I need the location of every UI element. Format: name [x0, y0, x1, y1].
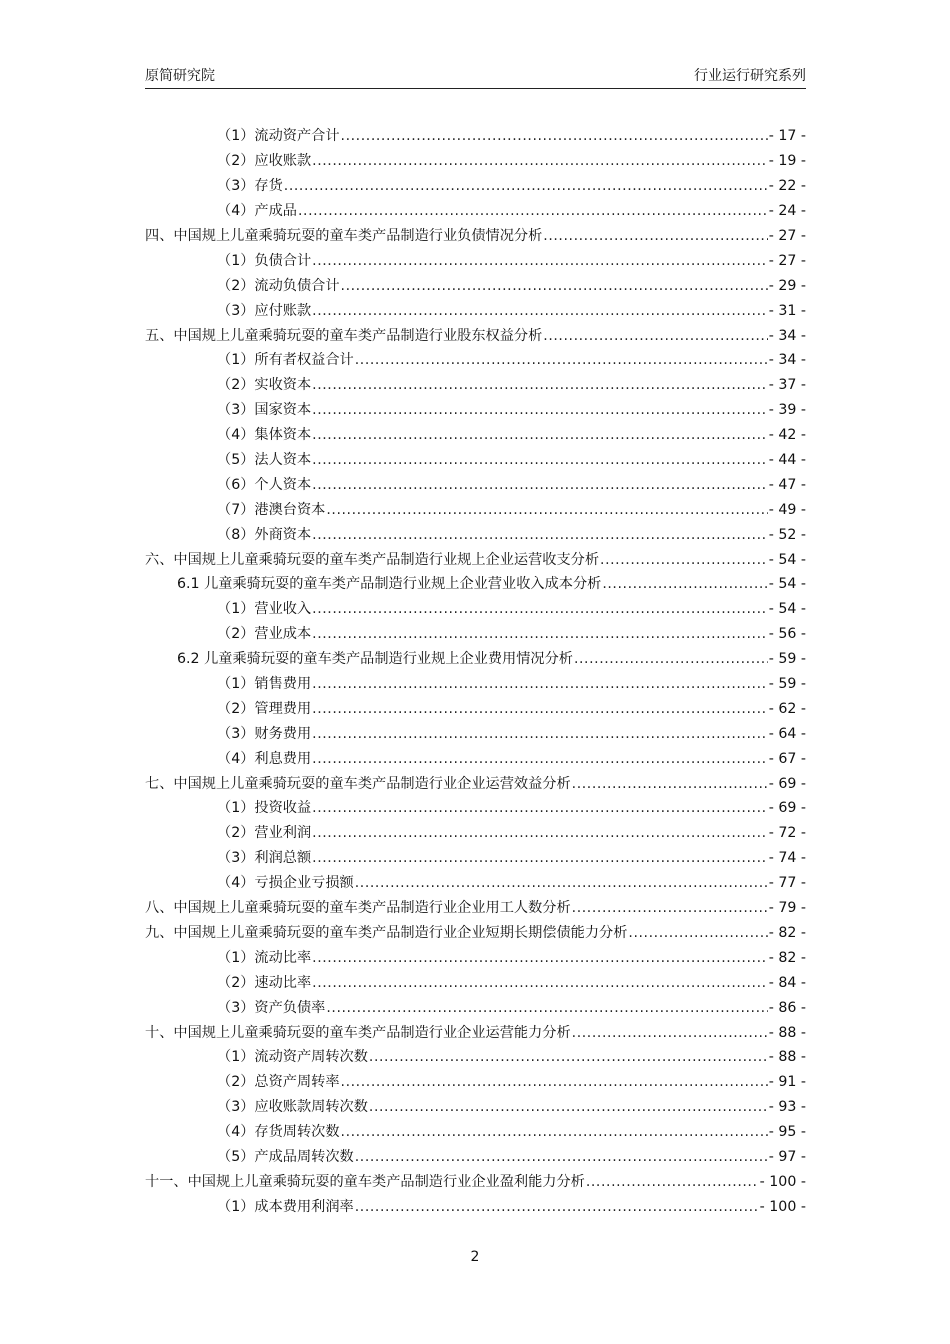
toc-dot-leader [543, 226, 767, 246]
toc-entry[interactable] [145, 174, 806, 199]
toc-entry-title: （2）总资产周转率 [217, 1074, 340, 1091]
toc-entry-page: - 59 - [768, 651, 806, 668]
toc-entry[interactable] [145, 124, 806, 149]
toc-entry-title: （1）所有者权益合计 [217, 352, 354, 369]
toc-dot-leader [312, 674, 768, 694]
toc-entry[interactable] [145, 149, 806, 174]
toc-dot-leader [312, 599, 768, 619]
toc-entry-page: - 44 - [768, 452, 806, 469]
toc-dot-leader [628, 923, 767, 943]
toc-entry[interactable] [145, 672, 806, 697]
toc-entry-title: 四、中国规上儿童乘骑玩耍的童车类产品制造行业负债情况分析 [145, 228, 543, 244]
toc-entry[interactable] [145, 746, 806, 771]
toc-entry-page: - 67 - [768, 750, 806, 767]
toc-entry-page: - 82 - [768, 924, 806, 941]
toc-entry-title: （5）法人资本 [217, 452, 312, 469]
toc-entry-page: - 42 - [768, 427, 806, 444]
toc-entry-page: - 93 - [768, 1099, 806, 1116]
toc-entry-title: （3）资产负债率 [217, 999, 326, 1016]
toc-entry-title: （1）成本费用利润率 [217, 1198, 354, 1215]
toc-entry[interactable] [145, 896, 806, 921]
toc-dot-leader [369, 1047, 768, 1067]
toc-entry-title: （2）营业利润 [217, 825, 312, 842]
toc-entry[interactable] [145, 472, 806, 497]
toc-entry-title: （3）应付账款 [217, 302, 312, 319]
toc-dot-leader [312, 425, 768, 445]
toc-dot-leader [355, 873, 768, 893]
header-series-title: 行业运行研究系列 [694, 68, 806, 84]
toc-entry-page: - 54 - [768, 601, 806, 618]
table-of-contents [145, 124, 806, 1219]
toc-entry[interactable] [145, 323, 806, 348]
toc-entry[interactable] [145, 821, 806, 846]
toc-entry-title: （1）流动比率 [217, 949, 312, 966]
toc-entry[interactable] [145, 1070, 806, 1095]
toc-dot-leader [312, 823, 768, 843]
toc-entry-page: - 34 - [768, 352, 806, 369]
toc-entry-title: （4）集体资本 [217, 427, 312, 444]
toc-entry[interactable] [145, 995, 806, 1020]
toc-dot-leader [341, 1072, 768, 1092]
toc-entry-title: （4）产成品 [217, 203, 297, 220]
toc-entry[interactable] [145, 248, 806, 273]
toc-entry-page: - 79 - [768, 900, 806, 917]
toc-entry[interactable] [145, 1020, 806, 1045]
toc-entry-page: - 39 - [768, 402, 806, 419]
toc-entry[interactable] [145, 298, 806, 323]
toc-entry[interactable] [145, 622, 806, 647]
toc-entry[interactable] [145, 273, 806, 298]
toc-entry-page: - 47 - [768, 476, 806, 493]
toc-entry[interactable] [145, 199, 806, 224]
toc-entry[interactable] [145, 1095, 806, 1120]
toc-dot-leader [312, 475, 768, 495]
toc-dot-leader [600, 550, 768, 570]
toc-entry-page: - 27 - [768, 252, 806, 269]
toc-dot-leader [341, 276, 768, 296]
toc-entry-title: （3）国家资本 [217, 402, 312, 419]
toc-entry[interactable] [145, 547, 806, 572]
toc-entry[interactable] [145, 497, 806, 522]
toc-entry-page: - 31 - [768, 302, 806, 319]
toc-entry-page: - 77 - [768, 875, 806, 892]
toc-dot-leader [572, 774, 768, 794]
page-header [145, 66, 806, 89]
toc-entry-page: - 69 - [768, 800, 806, 817]
toc-entry[interactable] [145, 921, 806, 946]
toc-entry-title: （2）速动比率 [217, 974, 312, 991]
toc-entry-page: - 37 - [768, 377, 806, 394]
toc-dot-leader [312, 450, 768, 470]
toc-entry[interactable] [145, 572, 806, 597]
toc-dot-leader [572, 1023, 768, 1043]
toc-entry-title: 十、中国规上儿童乘骑玩耍的童车类产品制造行业企业运营能力分析 [145, 1024, 571, 1041]
toc-entry-page: - 84 - [768, 974, 806, 991]
toc-dot-leader [341, 1122, 768, 1142]
toc-dot-leader [312, 798, 768, 818]
toc-entry-page: - 88 - [768, 1024, 806, 1041]
toc-entry-page: - 34 - [768, 327, 806, 344]
toc-entry-page: - 64 - [768, 725, 806, 742]
toc-entry-title: （3）利润总额 [217, 850, 312, 867]
toc-entry-title: （2）实收资本 [217, 377, 312, 394]
toc-entry[interactable] [145, 846, 806, 871]
toc-entry-title: （1）流动资产合计 [217, 128, 340, 145]
toc-entry-title: （6）个人资本 [217, 476, 312, 493]
toc-entry-title: （2）流动负债合计 [217, 277, 340, 294]
toc-entry[interactable] [145, 1194, 806, 1219]
toc-entry-title: 六、中国规上儿童乘骑玩耍的童车类产品制造行业规上企业运营收支分析 [145, 551, 600, 568]
toc-entry[interactable] [145, 696, 806, 721]
toc-entry-page: - 54 - [768, 551, 806, 568]
toc-dot-leader [312, 699, 768, 719]
toc-entry-page: - 19 - [768, 153, 806, 170]
toc-entry[interactable] [145, 224, 806, 249]
toc-entry-title: （2）管理费用 [217, 700, 312, 717]
toc-entry-title: 七、中国规上儿童乘骑玩耍的童车类产品制造行业企业运营效益分析 [145, 775, 571, 792]
toc-dot-leader [586, 1172, 759, 1192]
toc-entry[interactable] [145, 796, 806, 821]
toc-entry[interactable] [145, 871, 806, 896]
toc-dot-leader [312, 301, 768, 321]
toc-dot-leader [312, 948, 768, 968]
toc-entry-title: （4）存货周转次数 [217, 1124, 340, 1141]
toc-entry-title: （4）亏损企业亏损额 [217, 875, 354, 892]
toc-entry[interactable] [145, 1145, 806, 1170]
toc-dot-leader [574, 649, 768, 669]
toc-dot-leader [355, 350, 768, 370]
toc-dot-leader [312, 848, 768, 868]
page-number: 2 [470, 1249, 480, 1265]
toc-entry-title: （7）港澳台资本 [217, 501, 326, 518]
toc-entry-page: - 54 - [768, 576, 806, 593]
toc-entry-page: - 24 - [768, 203, 806, 220]
toc-entry-title: 九、中国规上儿童乘骑玩耍的童车类产品制造行业企业短期长期偿债能力分析 [145, 924, 628, 941]
toc-entry[interactable] [145, 771, 806, 796]
toc-entry[interactable] [145, 1045, 806, 1070]
toc-entry-page: - 88 - [768, 1049, 806, 1066]
toc-dot-leader [312, 151, 768, 171]
toc-entry-page: - 59 - [768, 676, 806, 693]
toc-dot-leader [312, 724, 768, 744]
toc-dot-leader [602, 574, 767, 594]
toc-entry[interactable] [145, 647, 806, 672]
toc-dot-leader [312, 624, 768, 644]
toc-dot-leader [326, 998, 767, 1018]
toc-entry-page: - 69 - [768, 775, 806, 792]
toc-entry-page: - 100 - [759, 1198, 806, 1215]
toc-entry-page: - 52 - [768, 526, 806, 543]
toc-entry-title: （3）财务费用 [217, 725, 312, 742]
toc-entry-page: - 74 - [768, 850, 806, 867]
toc-dot-leader [312, 973, 768, 993]
toc-entry-page: - 22 - [768, 178, 806, 195]
toc-dot-leader [312, 251, 768, 271]
toc-entry-title: 6.1 儿童乘骑玩耍的童车类产品制造行业规上企业营业收入成本分析 [177, 576, 602, 593]
toc-entry-title: （2）营业成本 [217, 626, 312, 643]
toc-entry[interactable] [145, 522, 806, 547]
toc-entry-page: - 91 - [768, 1074, 806, 1091]
toc-dot-leader [326, 500, 767, 520]
toc-entry-page: - 56 - [768, 626, 806, 643]
toc-dot-leader [355, 1197, 759, 1217]
toc-entry[interactable] [145, 398, 806, 423]
toc-entry[interactable] [145, 448, 806, 473]
toc-entry-page: - 95 - [768, 1124, 806, 1141]
header-publisher: 原简研究院 [145, 68, 215, 84]
toc-entry-title: （8）外商资本 [217, 526, 312, 543]
toc-entry[interactable] [145, 945, 806, 970]
toc-entry-title: （1）投资收益 [217, 800, 312, 817]
toc-entry-title: （5）产成品周转次数 [217, 1148, 354, 1165]
toc-dot-leader [341, 126, 768, 146]
toc-dot-leader [312, 400, 768, 420]
toc-entry-page: - 72 - [768, 825, 806, 842]
toc-entry-title: （3）应收账款周转次数 [217, 1099, 368, 1116]
toc-entry-page: - 86 - [768, 999, 806, 1016]
toc-entry-page: - 17 - [768, 128, 806, 145]
toc-entry-title: 八、中国规上儿童乘骑玩耍的童车类产品制造行业企业用工人数分析 [145, 900, 571, 917]
toc-dot-leader [298, 201, 768, 221]
toc-entry-title: （1）销售费用 [217, 676, 312, 693]
toc-entry-page: - 29 - [768, 277, 806, 294]
toc-entry-title: （1）流动资产周转次数 [217, 1049, 368, 1066]
toc-entry-title: （3）存货 [217, 178, 283, 195]
toc-entry-title: 十一、中国规上儿童乘骑玩耍的童车类产品制造行业企业盈利能力分析 [145, 1173, 585, 1190]
toc-entry[interactable] [145, 1169, 806, 1194]
toc-dot-leader [284, 176, 768, 196]
toc-entry-page: - 62 - [768, 700, 806, 717]
toc-dot-leader [355, 1147, 768, 1167]
toc-dot-leader [312, 749, 768, 769]
toc-entry[interactable] [145, 1120, 806, 1145]
toc-entry-title: 五、中国规上儿童乘骑玩耍的童车类产品制造行业股东权益分析 [145, 327, 543, 344]
toc-entry-page: - 97 - [768, 1148, 806, 1165]
toc-entry-page: - 82 - [768, 949, 806, 966]
toc-entry-page: - 100 - [759, 1173, 806, 1190]
toc-dot-leader [572, 898, 768, 918]
toc-entry[interactable] [145, 423, 806, 448]
toc-dot-leader [312, 375, 768, 395]
toc-entry-page: - 49 - [768, 501, 806, 518]
toc-dot-leader [543, 326, 767, 346]
toc-entry-title: （1）负债合计 [217, 252, 312, 269]
toc-entry-title: 6.2 儿童乘骑玩耍的童车类产品制造行业规上企业费用情况分析 [177, 651, 573, 668]
toc-entry[interactable] [145, 721, 806, 746]
toc-entry[interactable] [145, 970, 806, 995]
toc-entry[interactable] [145, 373, 806, 398]
toc-entry-page: - 27 - [768, 228, 806, 244]
toc-dot-leader [312, 525, 768, 545]
toc-entry-title: （1）营业收入 [217, 601, 312, 618]
toc-dot-leader [369, 1097, 768, 1117]
toc-entry-title: （4）利息费用 [217, 750, 312, 767]
toc-entry[interactable] [145, 348, 806, 373]
toc-entry[interactable] [145, 597, 806, 622]
toc-entry-title: （2）应收账款 [217, 153, 312, 170]
